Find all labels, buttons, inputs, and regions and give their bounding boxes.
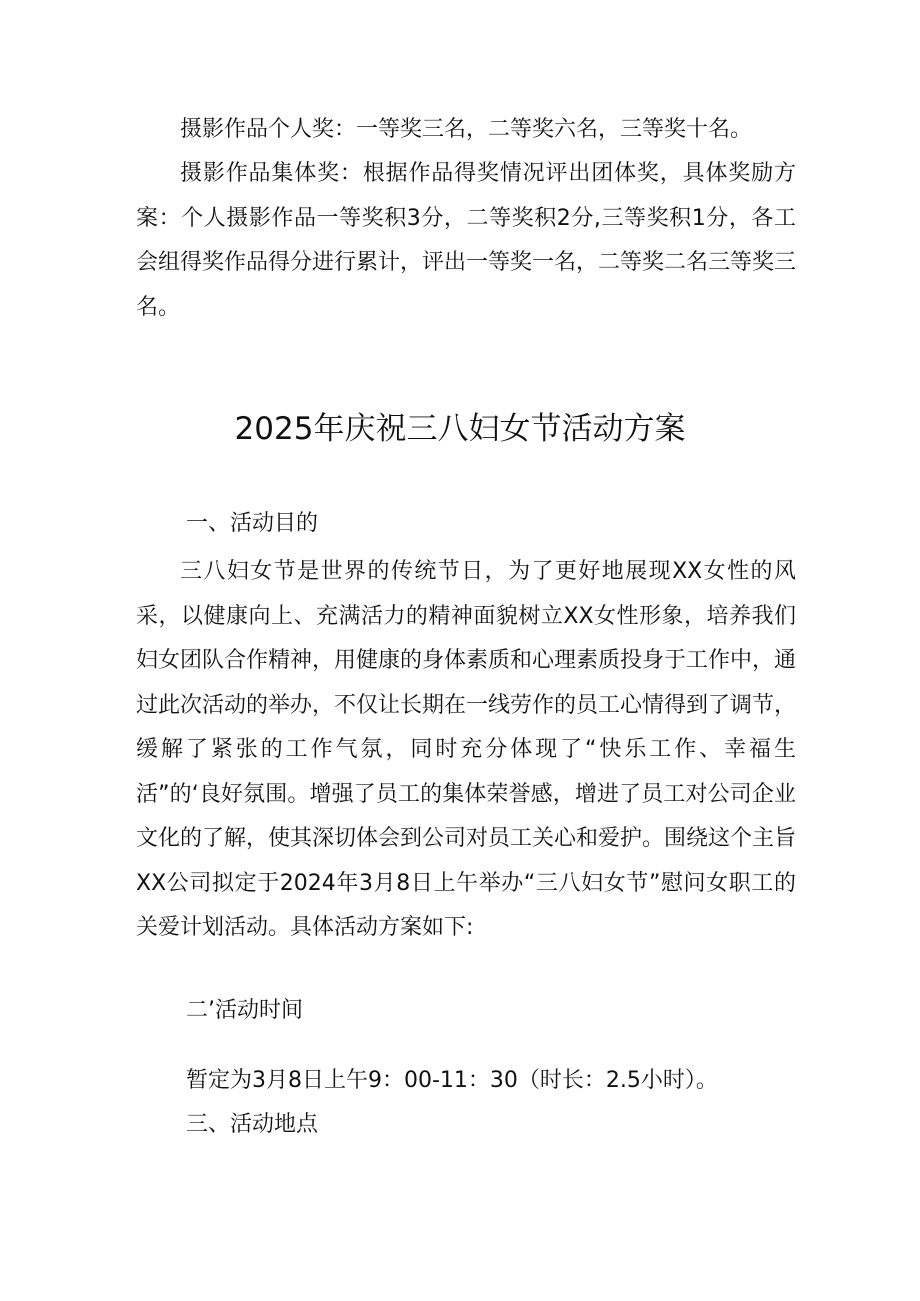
section-heading-time: 二’活动时间 (186, 998, 303, 1023)
group-award-paragraph: 摄影作品集体奖：根据作品得奖情况评出团体奖，具体奖励方案：个人摄影作品一等奖积3分，二等奖积2分,三等奖积1分，各工会组得奖作品得分进行累计，评出一等奖一名，二等奖二名三等奖三名。 (136, 161, 797, 320)
section-heading-location: 三、活动地点 (186, 1112, 319, 1137)
document-title: 2025年庆祝三八妇女节活动方案 (234, 411, 686, 447)
section-heading-purpose: 一、活动目的 (186, 511, 319, 536)
time-paragraph: 暂定为3月8日上午9：00-11：30（时长：2.5小时）。 (186, 1068, 718, 1093)
individual-award-paragraph: 摄影作品个人奖：一等奖三名，二等奖六名，三等奖十名。 (180, 117, 753, 142)
purpose-paragraph: 三八妇女节是世界的传统节日，为了更好地展现XX女性的风采，以健康向上、充满活力的精神面貌树立XX女性形象，培养我们妇女团队合作精神，用健康的身体素质和心理素质投身于工作中，通过此次活动的举办，不仅让长期在一线劳作的员工心情得到了调节，缓解了紧张的工作气氛，同时充分体现了“快乐工作、幸福生活”的‘良好氛围。增强了员工的集体荣誉感，增进了员工对公司企业文化的了解，使其深切体会到公司对员工关心和爱护。围绕这个主旨XX公司拟定于2024年3月8日上午举办“三八妇女节”慰问女职工的关爱计划活动。具体活动方案如下: (136, 559, 797, 940)
